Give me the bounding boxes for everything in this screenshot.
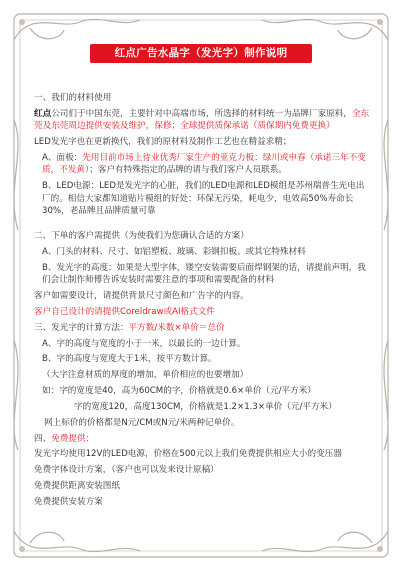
led-line: LED发光字也在更新换代，我们的原材料及制作工艺也在精益求精； — [34, 137, 292, 148]
section-2-c: 客户如需要设计，请提供背景尺寸颜色和广告字的内容。 — [34, 291, 249, 302]
section-3-a: A、字的高度与宽度的小于一米，以最长的一边计算。 — [42, 338, 246, 349]
section-3-b: B、字的高度与宽度大于1米，按平方数计算。 — [42, 354, 217, 365]
section-4-item: 免费提供安装方案 — [34, 496, 103, 507]
section-2-red: 客户自己设计的请提供Coreldraw或AI格式文件 — [34, 306, 215, 317]
section-3-ex2: 字的宽度120，高度130CM，价格就是1.2×1.3×单价（元/平方米） — [74, 401, 337, 412]
section-1-intro — [34, 108, 372, 133]
section-3-heading-lead: 三、发光字的计算方法： — [34, 322, 129, 333]
intro-text: 公司们于中国东莞，主要针对中高端市场，所选择的材料统一为品牌厂家原料， — [51, 108, 352, 119]
section-4-heading-red: 免费提供： — [51, 433, 95, 444]
page-title: 红点广告水晶字（发光字）制作说明 — [90, 44, 312, 63]
panel-b: B、LED电源：LED是发光字的心脏，我们的LED电源和LED模组是苏州瑞普生光电出厂的。相信大家都知道贴片模组的好处：环保无污染，耗电少，电效高50%寿命长30%，老品牌且品牌质量可靠 — [42, 181, 365, 217]
panel-a-red: 先用目前市场上待业优秀厂家生产的亚克力板：绿川或申春（承诺三年不变质，不发黄） — [42, 152, 366, 176]
section-4-item: 发光字均使用12V的LED电源，价格在500元以上我们免费提供相应大小的变压器 — [34, 449, 342, 460]
section-3-formula: 平方数/米数×单价＝总价 — [128, 322, 225, 333]
section-3-ex3: 网上标价的价格都是N元/CM或N元/米两种记单价。 — [44, 417, 240, 428]
panel-a-tail: ；客户有特殊指定的品牌的请与我们客户人员联系。 — [89, 165, 287, 176]
section-2-heading: 二、下单的客户需提供（为使我们为您确认合适的方案） — [34, 231, 249, 242]
section-4-item: 免费字体设计方案，（客户也可以发来设计原稿） — [34, 465, 219, 476]
section-3-heading — [34, 322, 372, 334]
panel-a — [34, 152, 372, 177]
intro-guarantee: 全东莞及东莞周边提供安装及维护，保修；全球提供质保承诺（质保期内免费更换） — [34, 108, 370, 132]
brand-name: 红点 — [34, 108, 52, 119]
section-4-heading-lead: 四、 — [34, 433, 52, 444]
panel-a-lead: A、面板： — [42, 152, 83, 163]
section-3-ex1: 如：字的宽度是40，高为60CM的字，价格就是0.6×单价（元/平方米） — [42, 386, 316, 397]
section-4-heading — [34, 433, 372, 445]
section-2-b: B、发光字的高度：如果是大型字体，镂空安装需要后面焊钢架的话，请提前声明，我们会让制作师傅告诉安装时需要注意的事项和需要配备的材料 — [42, 262, 366, 286]
section-2-a: A、门头的材料、尺寸、如铝塑板、玻璃、彩钢扣板、或其它特殊材料 — [42, 246, 306, 257]
section-3-note: （大字注意材质的厚度的增加，单价相应的也要增加） — [42, 370, 249, 381]
document-body — [34, 92, 372, 512]
section-1-heading: 一、我们的材料使用 — [34, 93, 112, 103]
section-4-item: 免费提供距离安装图纸 — [34, 481, 120, 492]
